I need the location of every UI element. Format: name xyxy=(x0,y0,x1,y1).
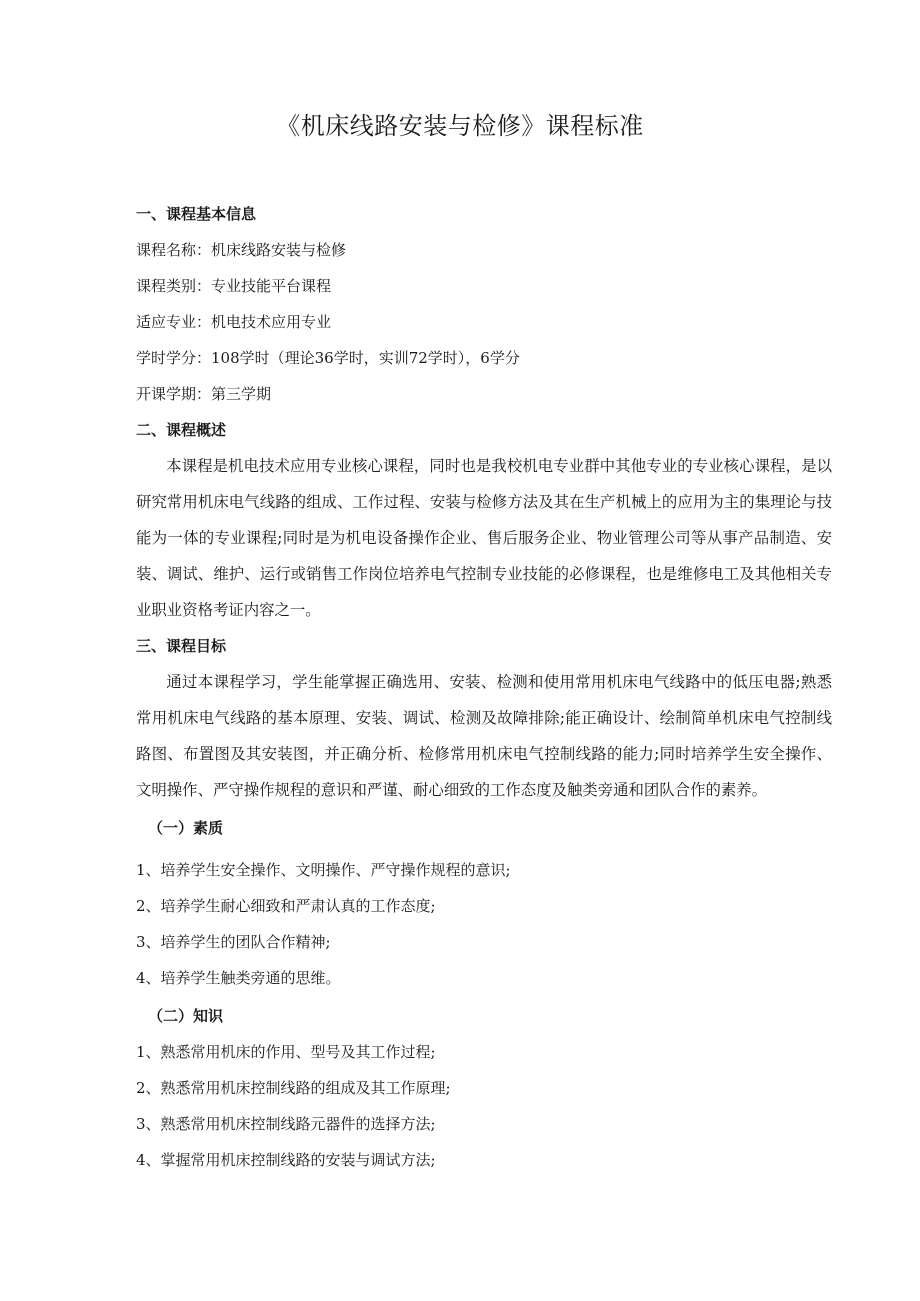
subheading-quality: （一）素质 xyxy=(148,819,224,837)
list-item: 4、掌握常用机床控制线路的安装与调试方法; xyxy=(136,1151,436,1169)
list-item: 2、培养学生耐心细致和严肃认真的工作态度; xyxy=(136,897,436,915)
objectives-paragraph xyxy=(136,664,832,808)
document-title: 《机床线路安装与检修》课程标准 xyxy=(276,112,644,140)
list-item: 4、培养学生触类旁通的思维。 xyxy=(136,969,341,987)
document-body xyxy=(136,196,832,1178)
objectives-paragraph-text: 通过本课程学习，学生能掌握正确选用、安装、检测和使用常用机床电气线路中的低压电器;熟悉常用机床电气线路的基本原理、安装、调试、检测及故障排除;能正确设计、绘制简单机床电气控制线路图、布置图及其安装图，并正确分析、检修常用机床电气控制线路的能力;同时培养学生安全操作、文明操作、严守操作规程的意识和严谨、耐心细致的工作态度及触类旁通和团队合作的素养。 xyxy=(136,673,832,799)
overview-paragraph-text: 本课程是机电技术应用专业核心课程，同时也是我校机电专业群中其他专业的专业核心课程，是以研究常用机床电气线路的组成、工作过程、安装与检修方法及其在生产机械上的应用为主的集理论与技能为一体的专业课程;同时是为机电设备操作企业、售后服务企业、物业管理公司等从事产品制造、安装、调试、维护、运行或销售工作岗位培养电气控制专业技能的必修课程，也是维修电工及其他相关专业职业资格考证内容之一。 xyxy=(136,457,832,619)
course-category-line: 课程类别：专业技能平台课程 xyxy=(136,277,332,295)
course-name-line: 课程名称：机床线路安装与检修 xyxy=(136,241,347,259)
list-item: 1、熟悉常用机床的作用、型号及其工作过程; xyxy=(136,1043,436,1061)
list-item: 3、熟悉常用机床控制线路元器件的选择方法; xyxy=(136,1115,436,1133)
list-item: 1、培养学生安全操作、文明操作、严守操作规程的意识; xyxy=(136,861,511,879)
section-heading-overview: 二、课程概述 xyxy=(136,421,227,439)
subheading-knowledge: （二）知识 xyxy=(148,1007,224,1025)
list-item: 2、熟悉常用机床控制线路的组成及其工作原理; xyxy=(136,1079,451,1097)
list-item: 3、培养学生的团队合作精神; xyxy=(136,933,331,951)
semester-line: 开课学期：第三学期 xyxy=(136,385,272,403)
section-heading-objectives: 三、课程目标 xyxy=(136,637,227,655)
hours-credits-line: 学时学分：108学时（理论36学时，实训72学时），6学分 xyxy=(136,349,520,367)
overview-paragraph xyxy=(136,448,832,628)
section-heading-basic-info: 一、课程基本信息 xyxy=(136,205,257,223)
applicable-major-line: 适应专业：机电技术应用专业 xyxy=(136,313,332,331)
